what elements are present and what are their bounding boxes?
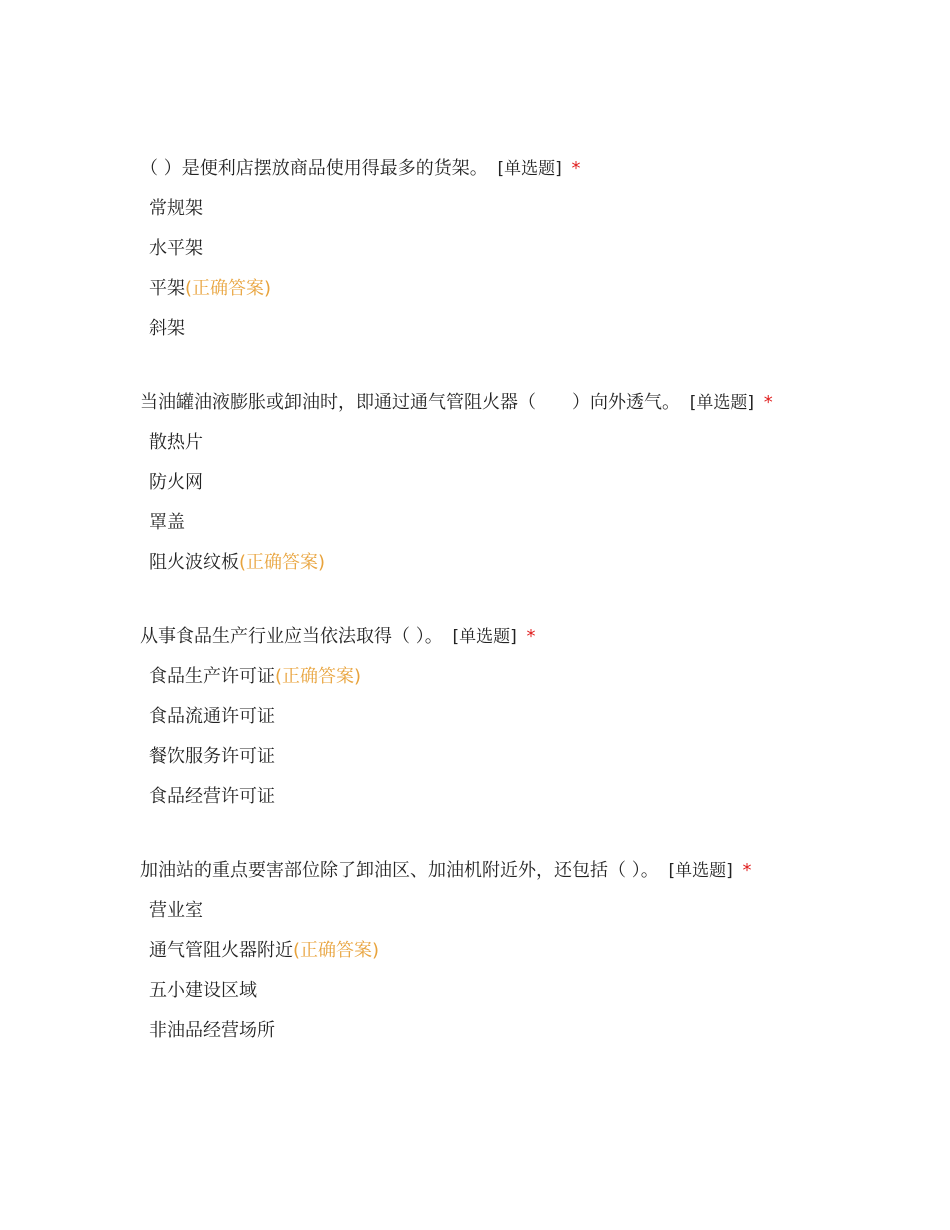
option-item [149,315,900,355]
option-item [149,937,900,977]
option-item [149,1017,900,1057]
question-3 [140,623,900,823]
question-text: 从事食品生产行业应当依法取得（ ）。 [140,626,443,647]
option-label: 营业室 [149,900,203,921]
question-text: 加油站的重点要害部位除了卸油区、加油机附近外，还包括（ ）。 [140,860,659,881]
required-mark: * [763,392,773,413]
question-type-label: [单选题] [452,627,517,647]
option-label: 餐饮服务许可证 [149,746,275,767]
option-item [149,549,900,589]
required-mark: * [742,860,752,881]
correct-answer-tag: (正确答案) [239,552,326,573]
option-item [149,235,900,275]
quiz-page [140,155,900,1091]
option-label: 通气管阻火器附近 [149,940,293,961]
option-list [140,429,900,589]
option-item [149,429,900,469]
option-label: 食品经营许可证 [149,786,275,807]
option-list [140,663,900,823]
option-item [149,977,900,1017]
option-label: 食品生产许可证 [149,666,275,687]
option-item [149,703,900,743]
question-1 [140,155,900,355]
option-item [149,783,900,823]
option-label: 防火网 [149,472,203,493]
question-text: （ ）是便利店摆放商品使用得最多的货架。 [140,158,488,179]
question-4 [140,857,900,1057]
option-list [140,195,900,355]
question-text: 当油罐油液膨胀或卸油时，即通过通气管阻火器（ ）向外透气。 [140,392,680,413]
question-title [140,857,900,885]
option-label: 平架 [149,278,185,299]
correct-answer-tag: (正确答案) [185,278,272,299]
option-label: 常规架 [149,198,203,219]
question-title [140,155,900,183]
correct-answer-tag: (正确答案) [275,666,362,687]
option-label: 阻火波纹板 [149,552,239,573]
option-label: 散热片 [149,432,203,453]
required-mark: * [571,158,581,179]
required-mark: * [526,626,536,647]
option-label: 食品流通许可证 [149,706,275,727]
option-item [149,509,900,549]
option-label: 罩盖 [149,512,185,533]
option-item [149,663,900,703]
correct-answer-tag: (正确答案) [293,940,380,961]
question-title [140,389,900,417]
option-label: 五小建设区域 [149,980,257,1001]
question-title [140,623,900,651]
option-item [149,897,900,937]
question-type-label: [单选题] [689,393,754,413]
option-label: 斜架 [149,318,185,339]
option-item [149,195,900,235]
option-label: 非油品经营场所 [149,1020,275,1041]
option-item [149,275,900,315]
option-label: 水平架 [149,238,203,259]
question-2 [140,389,900,589]
option-item [149,743,900,783]
question-type-label: [单选题] [668,861,733,881]
question-type-label: [单选题] [497,159,562,179]
option-item [149,469,900,509]
option-list [140,897,900,1057]
